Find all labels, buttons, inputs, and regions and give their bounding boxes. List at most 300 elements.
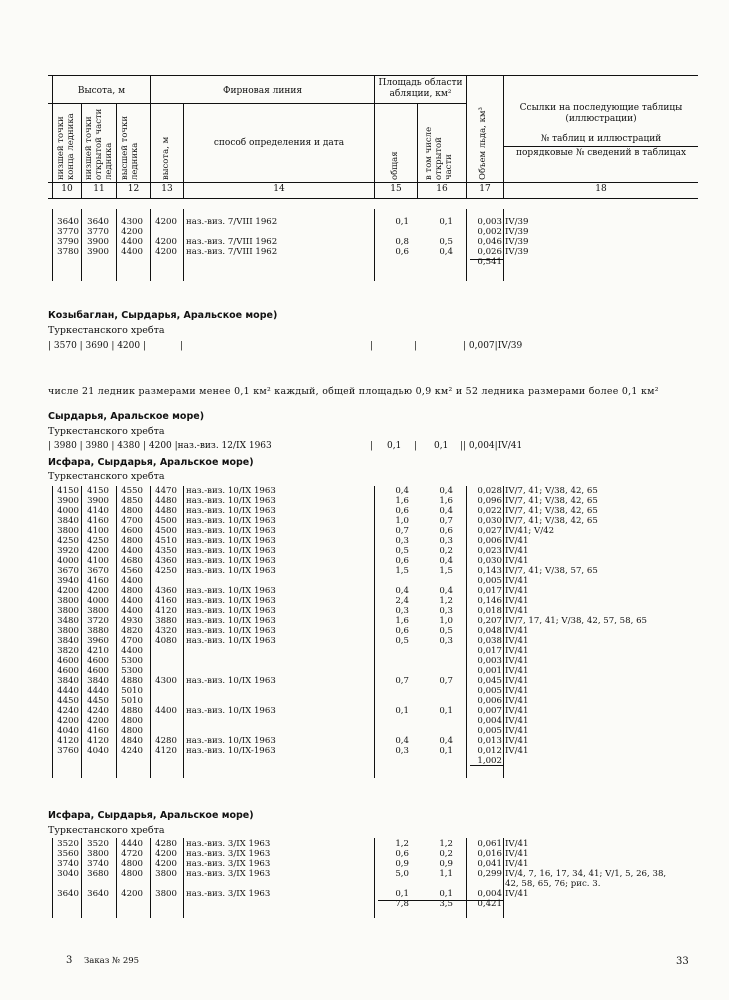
table-cell: 1,2 <box>395 839 409 849</box>
table-cell: 4930 <box>121 616 143 626</box>
b4-col11 <box>82 486 109 766</box>
table-cell: наз.-виз. 10/IX-1963 <box>186 746 276 756</box>
table-cell: 0,005 <box>477 726 502 736</box>
table-cell <box>186 666 372 676</box>
table-cell: 3880 <box>155 616 177 626</box>
table-cell: 2,4 <box>395 596 409 606</box>
table-cell: наз.-виз. 10/IX 1963 <box>186 566 276 576</box>
table-cell: 4600 <box>57 656 79 666</box>
b1-col18 <box>505 217 697 267</box>
table-cell: 4400 <box>121 237 143 247</box>
table-cell <box>186 227 372 237</box>
table-cell: 4000 <box>57 556 79 566</box>
b4-col10 <box>53 486 79 766</box>
table-cell: 0,8 <box>395 237 409 247</box>
table-cell: 0,4 <box>395 736 409 746</box>
table-cell: IV/7, 41; V/38, 42, 65 <box>505 486 598 496</box>
table-cell: 5300 <box>121 656 143 666</box>
table-cell: IV/41 <box>505 716 529 726</box>
table-cell: IV/41 <box>505 556 529 566</box>
table-cell <box>375 686 409 696</box>
table-cell: 4200 <box>121 889 143 899</box>
table-cell: 0,4 <box>395 486 409 496</box>
table-cell: 0,016 <box>477 849 502 859</box>
page-number: 33 <box>676 956 689 967</box>
header-col13: высота, м <box>161 136 171 180</box>
table-cell: 1,5 <box>439 566 453 576</box>
table-cell <box>375 756 409 766</box>
table-cell: 4800 <box>121 869 143 879</box>
table-cell: 0,7 <box>395 526 409 536</box>
table-cell: IV/7, 41; V/38, 42, 65 <box>505 516 598 526</box>
table-cell: 0,4 <box>439 247 453 257</box>
header-col18c: порядковые № сведений в таблицах <box>515 148 687 158</box>
table-cell: 4300 <box>121 217 143 227</box>
table-cell <box>375 227 409 237</box>
col-num: 16 <box>436 184 448 194</box>
table-cell <box>117 879 143 889</box>
header-col18b: № таблиц и иллюстраций <box>540 134 662 144</box>
table-cell: 0,5 <box>439 237 453 247</box>
header-col18a: Ссылки на последующие таблицы (иллюстрации) <box>519 103 683 124</box>
table-cell: IV/41 <box>505 889 529 899</box>
table-cell <box>418 257 453 267</box>
table-cell: 3800 <box>57 526 79 536</box>
b4-col15 <box>375 486 409 766</box>
table-cell: 3920 <box>57 546 79 556</box>
table-cell: 3800 <box>57 626 79 636</box>
table-cell: 4300 <box>155 676 177 686</box>
table-cell: 4680 <box>121 556 143 566</box>
table-cell: 4200 <box>155 217 177 227</box>
table-cell: 5,0 <box>395 869 409 879</box>
table-cell: 3640 <box>57 217 79 227</box>
vline <box>183 209 184 281</box>
table-cell: 0,1 <box>439 217 453 227</box>
table-cell: 0,023 <box>477 546 502 556</box>
table-cell: 3520 <box>87 839 109 849</box>
table-cell: 0,6 <box>439 526 453 536</box>
table-cell: 4800 <box>121 859 143 869</box>
table-cell: наз.-виз. 10/IX 1963 <box>186 736 276 746</box>
table-cell: 3680 <box>87 869 109 879</box>
table-cell: 4700 <box>121 636 143 646</box>
table-cell <box>418 879 453 889</box>
table-cell: 5300 <box>121 666 143 676</box>
table-cell <box>186 716 372 726</box>
table-cell: наз.-виз. 7/VIII 1962 <box>186 247 278 257</box>
table-cell: 4480 <box>155 496 177 506</box>
table-cell: 4820 <box>121 626 143 636</box>
table-cell: 4000 <box>87 596 109 606</box>
table-cell: 0,7 <box>395 676 409 686</box>
table-cell: 3900 <box>87 247 109 257</box>
table-cell <box>186 576 372 586</box>
b1-col16 <box>418 217 453 267</box>
table-cell <box>151 576 177 586</box>
table-cell: IV/41 <box>505 626 529 636</box>
table-cell: 0,299 <box>477 869 502 879</box>
col-num: 15 <box>390 184 402 194</box>
table-cell: IV/41 <box>505 686 529 696</box>
table-cell <box>418 656 453 666</box>
table-cell <box>375 716 409 726</box>
table-cell: 4240 <box>121 746 143 756</box>
table-cell <box>82 257 109 267</box>
table-cell: 4240 <box>57 706 79 716</box>
table-cell: 4040 <box>57 726 79 736</box>
table-cell: 1,0 <box>439 616 453 626</box>
table-cell: наз.-виз. 10/IX 1963 <box>186 516 276 526</box>
table-cell: 0,027 <box>477 526 502 536</box>
table-cell <box>186 656 372 666</box>
table-cell: 0,3 <box>439 606 453 616</box>
b5-col15 <box>375 839 409 909</box>
table-cell <box>151 666 177 676</box>
section3-row: | 3980 | 3980 | 4380 | 4200 |наз.-виз. 12/IX 1963 <box>48 441 272 451</box>
table-cell: 4200 <box>155 237 177 247</box>
table-cell: 0,1 <box>395 889 409 899</box>
b5-col14 <box>186 839 372 909</box>
footer-signature-num: 3 <box>66 955 73 966</box>
table-cell: 4440 <box>121 839 143 849</box>
b5-col16 <box>418 839 453 909</box>
b1-col10 <box>53 217 79 267</box>
table-cell <box>151 227 177 237</box>
table-cell: 3770 <box>87 227 109 237</box>
table-cell: 3480 <box>57 616 79 626</box>
table-cell: наз.-виз. 10/IX 1963 <box>186 486 276 496</box>
table-cell: 0,007 <box>477 706 502 716</box>
table-cell: 0,4 <box>439 556 453 566</box>
section4-sub: Туркестанского хребта <box>48 471 165 482</box>
table-cell: 0,022 <box>477 506 502 516</box>
b5-col13 <box>151 839 177 909</box>
table-cell <box>151 879 177 889</box>
table-cell: IV/41 <box>505 839 529 849</box>
table-cell <box>186 756 372 766</box>
table-cell: 4140 <box>87 506 109 516</box>
vline <box>503 838 504 918</box>
table-cell <box>151 696 177 706</box>
table-cell: 4360 <box>155 556 177 566</box>
table-cell <box>53 257 79 267</box>
table-cell: 0,4 <box>439 486 453 496</box>
table-cell: 4400 <box>121 646 143 656</box>
b1-col15 <box>375 217 409 267</box>
table-cell: 0,3 <box>439 636 453 646</box>
table-cell: 4200 <box>87 546 109 556</box>
table-cell: наз.-виз. 3/IX 1963 <box>186 889 271 899</box>
table-cell: наз.-виз. 3/IX 1963 <box>186 859 271 869</box>
table-cell: наз.-виз. 10/IX 1963 <box>186 586 276 596</box>
note-text: числе 21 ледник размерами менее 0,1 км² каждый, общей площадью 0,9 км² и 52 ледника размерами более 0,1 км² <box>48 386 659 397</box>
table-cell: 4150 <box>87 486 109 496</box>
table-cell <box>151 646 177 656</box>
table-cell: 4360 <box>155 586 177 596</box>
header-col12: высшей точки ледника <box>120 115 140 180</box>
table-cell: IV/41 <box>505 576 529 586</box>
table-cell: наз.-виз. 3/IX 1963 <box>186 839 271 849</box>
pipe: | <box>414 441 418 451</box>
table-cell: 1,1 <box>439 869 453 879</box>
table-cell: 0,041 <box>477 859 502 869</box>
table-cell: 4200 <box>57 586 79 596</box>
table-cell: 4400 <box>155 706 177 716</box>
table-cell: 0,3 <box>439 536 453 546</box>
section3-title: Сырдарья, Аральское море) <box>48 411 205 422</box>
table-cell: IV/41 <box>505 726 529 736</box>
table-cell: 1,6 <box>439 496 453 506</box>
table-cell: 3800 <box>155 889 177 899</box>
table-cell: 4200 <box>155 849 177 859</box>
table-cell: 4200 <box>57 716 79 726</box>
table-cell: 4800 <box>121 536 143 546</box>
table-cell <box>505 899 697 909</box>
table-cell: 0,4 <box>439 586 453 596</box>
table-cell: 42, 58, 65, 76; рис. 3. <box>505 879 601 889</box>
header-top-rule <box>48 75 698 76</box>
table-cell <box>375 646 409 656</box>
table-cell: 0,026 <box>477 247 502 257</box>
table-cell <box>418 227 453 237</box>
table-cell: 4000 <box>57 506 79 516</box>
b5-col18 <box>505 839 697 909</box>
table-cell <box>117 899 143 909</box>
table-cell <box>375 726 409 736</box>
table-cell: IV/41 <box>505 696 529 706</box>
table-cell: 4200 <box>155 859 177 869</box>
section5-title: Исфара, Сырдарья, Аральское море) <box>48 810 254 821</box>
header-col17: Объем льда, км³ <box>478 107 488 180</box>
table-cell: 0,1 <box>439 746 453 756</box>
table-cell: 4800 <box>121 726 143 736</box>
b4-col13 <box>151 486 177 766</box>
table-cell <box>82 899 109 909</box>
table-cell: 0,6 <box>395 506 409 516</box>
header-col11: низшей точки открытой части ледника <box>84 108 114 180</box>
table-cell: 4350 <box>155 546 177 556</box>
table-cell <box>151 656 177 666</box>
table-cell: IV/4, 7, 16, 17, 34, 41; V/1, 5, 26, 38, <box>505 869 667 879</box>
table-cell: 3800 <box>57 596 79 606</box>
table-cell: 4240 <box>87 706 109 716</box>
b1-col17 <box>467 217 502 267</box>
table-cell: 4160 <box>155 596 177 606</box>
table-cell <box>186 696 372 706</box>
pipe: | <box>180 341 184 351</box>
table-cell: 3640 <box>57 889 79 899</box>
table-cell: 4040 <box>87 746 109 756</box>
col-num: 17 <box>479 184 491 194</box>
table-cell: 3960 <box>87 636 109 646</box>
b1-col11 <box>82 217 109 267</box>
table-cell: 3900 <box>57 496 79 506</box>
table-cell: 4280 <box>155 736 177 746</box>
table-cell: IV/41 <box>505 656 529 666</box>
table-cell: наз.-виз. 3/IX 1963 <box>186 869 271 879</box>
table-cell: 4200 <box>155 247 177 257</box>
table-cell <box>418 716 453 726</box>
table-cell: 0,030 <box>477 516 502 526</box>
table-cell: 0,028 <box>477 486 502 496</box>
table-cell: 0,2 <box>439 849 453 859</box>
table-cell: 0,9 <box>395 859 409 869</box>
table-cell: 0,096 <box>477 496 502 506</box>
table-cell: 0,1 <box>395 217 409 227</box>
table-cell: 3520 <box>57 839 79 849</box>
table-cell: 0,5 <box>395 546 409 556</box>
table-cell <box>117 257 143 267</box>
table-cell <box>375 656 409 666</box>
header-num-top-rule <box>48 182 698 183</box>
table-cell: 3670 <box>57 566 79 576</box>
table-cell: 4250 <box>57 536 79 546</box>
table-cell: 4400 <box>121 596 143 606</box>
table-cell <box>53 899 79 909</box>
table-cell: 0,1 <box>395 706 409 716</box>
table-cell: 4150 <box>57 486 79 496</box>
table-cell <box>467 879 502 889</box>
header-vysota: Высота, м <box>77 86 126 96</box>
table-cell: 3790 <box>57 237 79 247</box>
table-cell: 4400 <box>121 546 143 556</box>
table-cell: 0,4 <box>395 586 409 596</box>
table-cell: 0,038 <box>477 636 502 646</box>
header-bottom-rule <box>48 198 698 199</box>
table-cell: 3,5 <box>439 899 453 909</box>
table-cell: IV/7, 17, 41; V/38, 42, 57, 58, 65 <box>505 616 648 626</box>
table-cell <box>151 716 177 726</box>
table-cell <box>151 899 177 909</box>
table-cell: 0,2 <box>439 546 453 556</box>
table-cell: IV/7, 41; V/38, 42, 65 <box>505 496 598 506</box>
table-cell: 4500 <box>155 516 177 526</box>
table-cell: 3840 <box>87 676 109 686</box>
table-cell: 4880 <box>121 676 143 686</box>
table-cell: 0,4 <box>439 506 453 516</box>
table-cell <box>418 646 453 656</box>
table-cell: 0,6 <box>395 556 409 566</box>
table-cell: IV/41 <box>505 636 529 646</box>
table-cell <box>186 879 372 889</box>
table-cell: 3740 <box>87 859 109 869</box>
col-num: 12 <box>127 184 140 194</box>
table-cell: 0,3 <box>395 606 409 616</box>
section2-vol: | 0,007|IV/39 <box>463 341 523 351</box>
footer-order: Заказ № 295 <box>84 956 140 966</box>
table-cell <box>186 899 372 909</box>
table-cell <box>151 257 177 267</box>
table-cell: 3900 <box>87 237 109 247</box>
b4-col18 <box>505 486 697 766</box>
table-cell: IV/41 <box>505 666 529 676</box>
table-cell: 1,2 <box>439 839 453 849</box>
table-cell: 1,6 <box>395 616 409 626</box>
table-cell <box>418 696 453 706</box>
table-cell: 7,8 <box>395 899 409 909</box>
section2-sub: Туркестанского хребта <box>48 325 165 336</box>
table-cell: 0,005 <box>477 576 502 586</box>
table-cell <box>375 576 409 586</box>
table-cell: 4440 <box>57 686 79 696</box>
table-cell: 4470 <box>155 486 177 496</box>
table-cell: 0,1 <box>439 889 453 899</box>
vline <box>503 209 504 281</box>
table-cell: 0,005 <box>477 686 502 696</box>
b5-col17 <box>467 839 502 909</box>
table-cell: 3670 <box>87 566 109 576</box>
table-cell: 0,5 <box>439 626 453 636</box>
header-area: Площадь области абляции, км² <box>378 78 463 99</box>
table-cell: IV/41 <box>505 849 529 859</box>
table-cell: 4100 <box>87 526 109 536</box>
table-cell: 0,9 <box>439 859 453 869</box>
table-cell: IV/7, 41; V/38, 42, 65 <box>505 506 598 516</box>
pipe: | <box>370 441 374 451</box>
table-cell: 3900 <box>87 496 109 506</box>
table-cell: IV/7, 41; V/38, 57, 65 <box>505 566 598 576</box>
table-cell: 3940 <box>57 576 79 586</box>
table-cell: 0,421 <box>477 899 502 909</box>
table-cell: 4850 <box>121 496 143 506</box>
table-cell: 3760 <box>57 746 79 756</box>
section4-title: Исфара, Сырдарья, Аральское море) <box>48 457 254 468</box>
table-cell: 0,6 <box>395 626 409 636</box>
table-cell: 4100 <box>87 556 109 566</box>
table-cell: 4450 <box>57 696 79 706</box>
vline <box>183 486 184 778</box>
table-cell: 4700 <box>121 516 143 526</box>
table-cell: 4120 <box>57 736 79 746</box>
table-cell: 4480 <box>155 506 177 516</box>
table-cell: 0,061 <box>477 839 502 849</box>
table-cell: 1,002 <box>477 756 502 766</box>
table-cell: 3840 <box>57 516 79 526</box>
table-cell: 0,012 <box>477 746 502 756</box>
section3-c15: 0,1 <box>387 441 402 451</box>
table-cell <box>505 257 697 267</box>
table-cell: 0,013 <box>477 736 502 746</box>
table-cell: 4600 <box>87 666 109 676</box>
table-cell: 4250 <box>87 536 109 546</box>
table-cell: 4880 <box>121 706 143 716</box>
table-cell: наз.-виз. 10/IX 1963 <box>186 526 276 536</box>
b1-col14 <box>186 217 372 267</box>
table-cell: 0,4 <box>439 736 453 746</box>
table-cell: наз.-виз. 10/IX 1963 <box>186 556 276 566</box>
table-cell <box>418 756 453 766</box>
table-cell: 5010 <box>121 686 143 696</box>
table-cell: 4250 <box>155 566 177 576</box>
vline <box>503 486 504 778</box>
table-cell: 4080 <box>155 636 177 646</box>
table-cell <box>418 576 453 586</box>
b5-col11 <box>82 839 109 909</box>
table-cell: 4160 <box>87 516 109 526</box>
table-cell: 0,6 <box>395 247 409 257</box>
table-cell: 0,006 <box>477 536 502 546</box>
table-cell: IV/41 <box>505 596 529 606</box>
table-cell: IV/39 <box>505 247 529 257</box>
table-cell: IV/39 <box>505 237 529 247</box>
table-cell: 0,045 <box>477 676 502 686</box>
table-cell: IV/41 <box>505 536 529 546</box>
table-cell <box>186 646 372 656</box>
table-cell: 4550 <box>121 486 143 496</box>
section3-sub: Туркестанского хребта <box>48 426 165 437</box>
col-num: 11 <box>93 184 105 194</box>
